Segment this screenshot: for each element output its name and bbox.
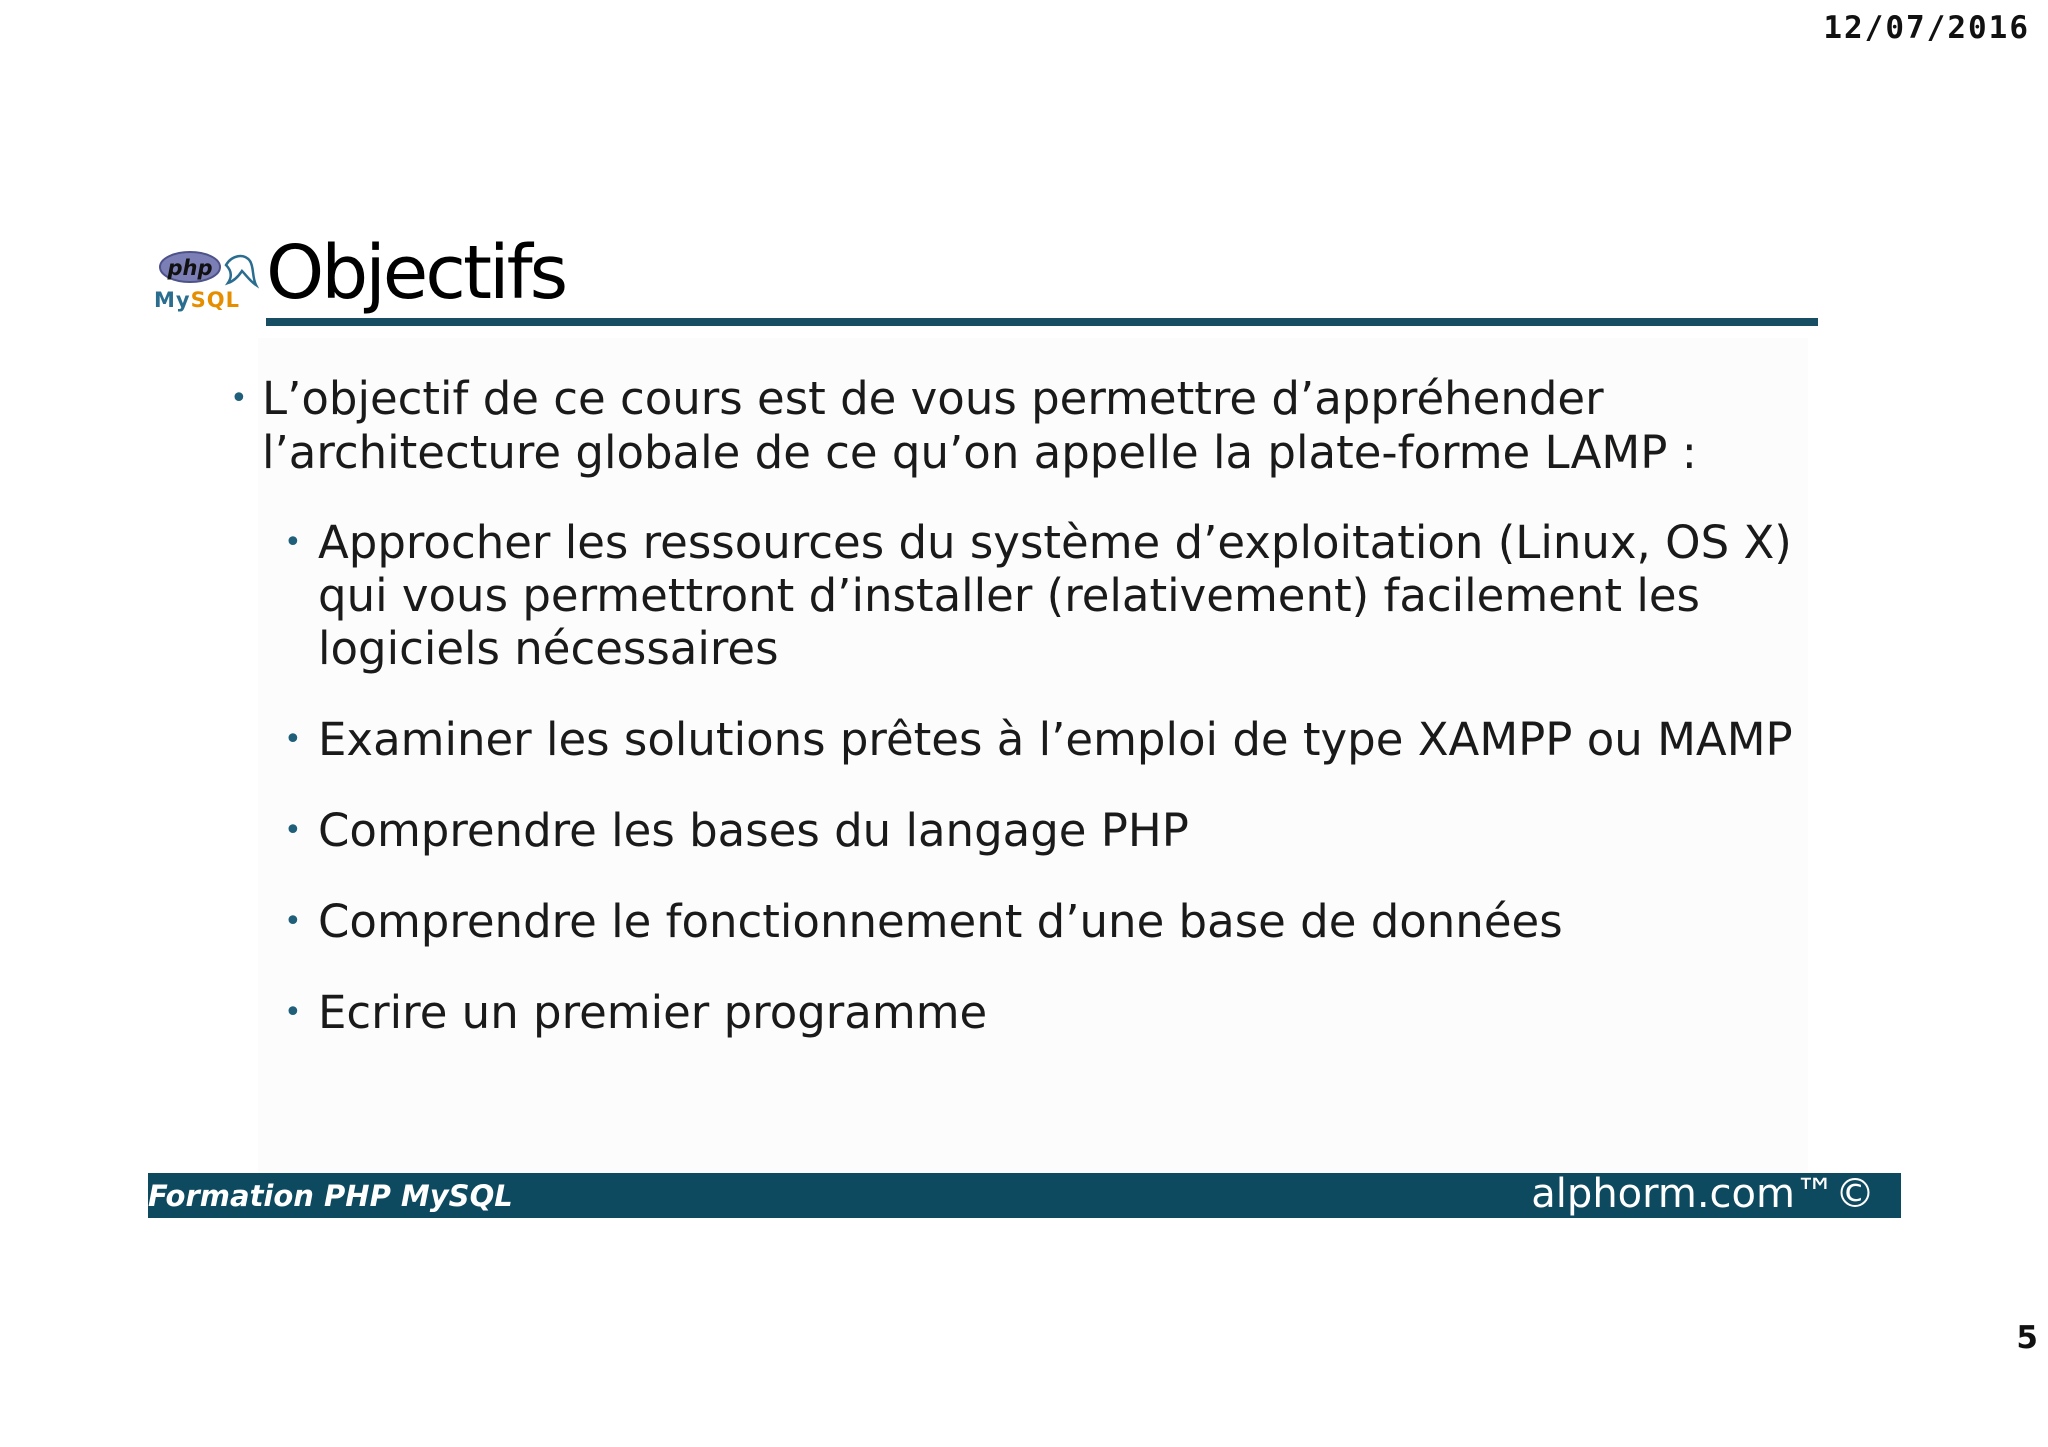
php-logo-text: php: [167, 256, 213, 280]
page-number: 5: [2016, 1320, 2038, 1356]
bullet-icon: •: [284, 904, 302, 939]
list-item: [284, 804, 1804, 857]
php-mysql-logo: [152, 247, 264, 313]
list-item: [284, 986, 1804, 1039]
bullet-icon: •: [284, 722, 302, 757]
footer-brand: alphorm.com™©: [1531, 1171, 1875, 1217]
list-item-text: Ecrire un premier programme: [318, 986, 988, 1039]
objectives-list: [284, 516, 1804, 1077]
mysql-logo-text: MySQL: [154, 288, 240, 312]
list-item-text: Approcher les ressources du système d’exploitation (Linux, OS X) qui vous permettront d’installer (relativement) facilement les logiciels nécessaires: [318, 516, 1792, 675]
intro-text: L’objectif de ce cours est de vous permettre d’appréhender l’architecture globale de ce qu’on appelle la plate-forme LAMP :: [262, 372, 1697, 479]
bullet-icon: •: [284, 995, 302, 1030]
list-item-text: Examiner les solutions prêtes à l’emploi de type XAMPP ou MAMP: [318, 713, 1793, 766]
slide-title: Objectifs: [266, 230, 566, 316]
bullet-icon: •: [230, 381, 248, 416]
list-item: [284, 516, 1804, 675]
list-item-text: Comprendre le fonctionnement d’une base de données: [318, 895, 1563, 948]
footer-course-title: Formation PHP MySQL: [148, 1179, 513, 1213]
bullet-icon: •: [284, 525, 302, 560]
mysql-logo-label: MySQL: [152, 247, 156, 248]
slide-date: 12/07/2016: [1823, 10, 2030, 46]
footer-bar: [148, 1173, 1901, 1218]
list-item: [284, 895, 1804, 948]
intro-bullet-item: [230, 372, 1790, 480]
list-item: [284, 713, 1804, 766]
bullet-icon: •: [284, 813, 302, 848]
title-underline: [266, 318, 1818, 326]
dolphin-icon: [226, 256, 256, 285]
list-item-text: Comprendre les bases du langage PHP: [318, 804, 1189, 857]
